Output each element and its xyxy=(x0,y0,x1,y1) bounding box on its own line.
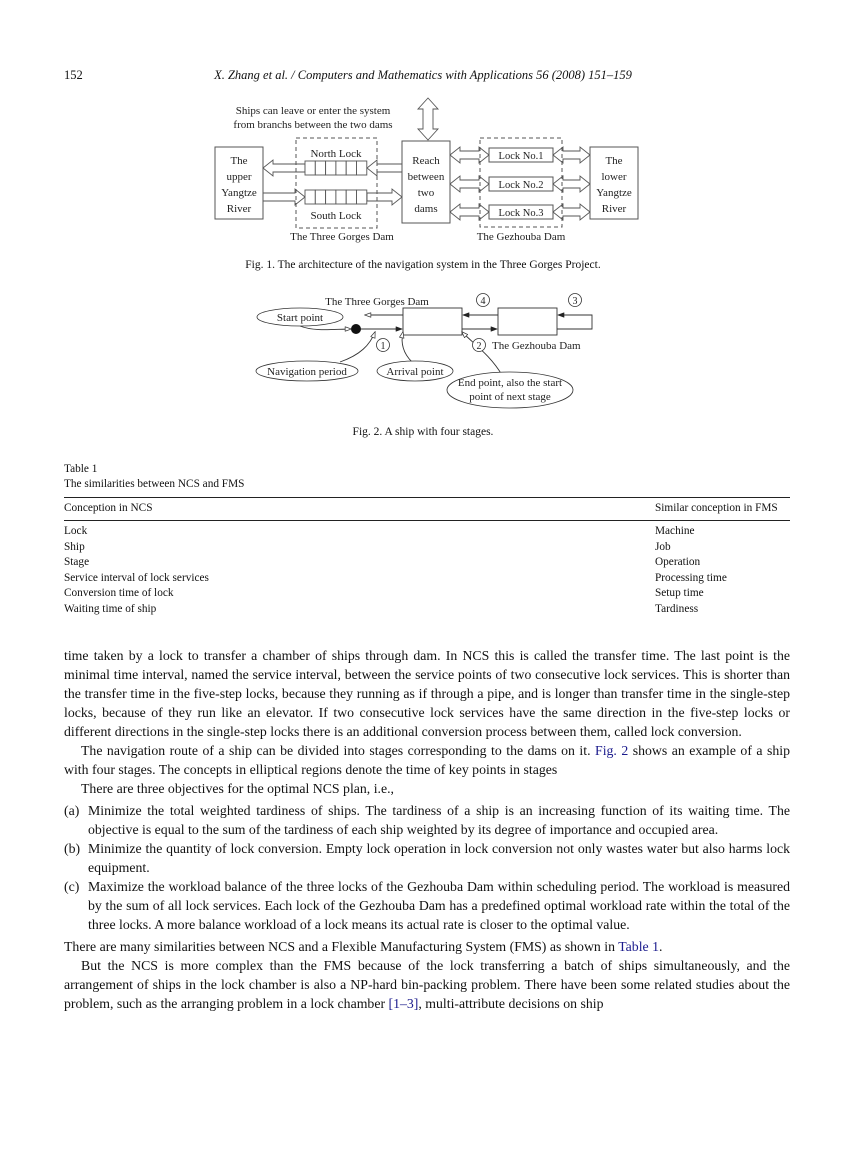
north-lock-label: North Lock xyxy=(310,148,362,160)
north-lock-chamber-cell xyxy=(357,161,367,175)
table-cell: Operation xyxy=(655,556,701,569)
reach-label: Reach xyxy=(412,155,440,167)
list-item-text: Minimize the total weighted tardiness of ships. The tardiness of a ship is an increasing function of its waiting time. The objective is equal to the sum of the tardiness of each ship weighted by its degree of importance and occupied area. xyxy=(88,803,790,837)
south-lock-chamber-cell xyxy=(326,190,336,204)
ship-position-dot xyxy=(351,324,361,334)
paragraph: But the NCS is more complex than the FMS because of the lock transferring a batch of ships simultaneously, and the arrangement of ships in the lock chamber is also a NP-hard bin-packing problem. There have been some related studies about the problem, such as the arranging problem in a lock chamber [1–3], multi-attribute decisions on ship xyxy=(64,958,790,1011)
stage-number: 2 xyxy=(476,341,482,352)
lower-river-label: Yangtze xyxy=(596,187,632,199)
paragraph: There are three objectives for the optimal NCS plan, i.e., xyxy=(81,781,395,796)
table-row xyxy=(64,540,790,556)
table-cell: Lock xyxy=(64,525,88,538)
table-row xyxy=(64,602,790,618)
lower-river-label: River xyxy=(601,203,627,215)
lower-river-label: The xyxy=(605,155,623,167)
upper-river-label: upper xyxy=(226,171,252,183)
double-arrow-icon xyxy=(553,204,590,220)
south-lock-chamber-cell xyxy=(357,190,367,204)
list-item-text: Minimize the quantity of lock conversion. Empty lock operation in lock conversion not only wastes water but also harms lock equipment. xyxy=(88,841,790,875)
table-1 xyxy=(64,462,790,617)
list-item xyxy=(64,877,790,934)
table-cell: Setup time xyxy=(655,587,704,600)
upper-river-label: Yangtze xyxy=(221,187,257,199)
figure-1-diagram xyxy=(210,95,640,245)
double-arrow-icon xyxy=(553,147,590,163)
gezhouba-stage-box xyxy=(498,308,557,335)
table-row xyxy=(64,586,790,602)
double-arrow-icon xyxy=(450,176,489,192)
end-point-label: End point, also the start xyxy=(457,377,563,389)
lock-2-label: Lock No.2 xyxy=(498,180,544,191)
start-point-label: Start point xyxy=(276,312,324,324)
table-header: Similar conception in FMS xyxy=(655,501,778,514)
list-item-text: Maximize the workload balance of the three locks of the Gezhouba Dam within scheduling period. The workload is measured by the sum of all lock services. Each lock of the Gezhouba Dam has a predefined optimal workload rate within the total of the three locks. A more balance workload of a lock means its actual rate is closer to the optimal value. xyxy=(88,879,790,932)
table-cell: Machine xyxy=(655,525,695,538)
running-title: X. Zhang et al. / Computers and Mathematics with Applications 56 (2008) 151–159 xyxy=(214,68,632,82)
table-cell: Tardiness xyxy=(655,602,699,615)
south-lock-chamber-cell xyxy=(336,190,346,204)
arrow-icon xyxy=(263,189,305,205)
double-arrow-icon xyxy=(418,98,438,140)
stage-number: 3 xyxy=(572,296,578,307)
reference-link[interactable]: [1–3] xyxy=(388,996,419,1011)
figure-1-caption: Fig. 1. The architecture of the navigation system in the Three Gorges Project. xyxy=(245,259,601,271)
double-arrow-icon xyxy=(450,204,489,220)
list-item xyxy=(64,801,790,839)
table-title: The similarities between NCS and FMS xyxy=(64,478,245,491)
upper-river-label: River xyxy=(226,203,252,215)
arrow-icon xyxy=(367,189,402,205)
south-lock-label: South Lock xyxy=(310,210,362,222)
table-header: Conception in NCS xyxy=(64,501,153,514)
fig1-note: Ships can leave or enter the system xyxy=(235,105,391,117)
end-point-label: point of next stage xyxy=(469,391,551,403)
table-1-link[interactable]: Table 1 xyxy=(618,939,659,954)
paragraph: The navigation route of a ship can be divided into stages corresponding to the dams on it. Fig. 2 shows an example of a ship with four stages. The concepts in elliptical regions denote the time of key points in stages xyxy=(64,743,790,777)
upper-river-label: The xyxy=(230,155,248,167)
list-item-label: (c) xyxy=(64,879,80,894)
double-arrow-icon xyxy=(553,176,590,192)
figure-2-diagram xyxy=(240,285,610,410)
table-cell: Job xyxy=(655,540,671,553)
list-item xyxy=(64,839,790,877)
fig2-gezhouba-label: The Gezhouba Dam xyxy=(492,340,581,352)
arrow-icon xyxy=(367,160,402,176)
table-cell: Processing time xyxy=(655,571,727,584)
paragraph: There are many similarities between NCS and a Flexible Manufacturing System (FMS) as shown in Table 1. xyxy=(64,939,663,954)
north-lock-chamber-cell xyxy=(336,161,346,175)
arrow-icon xyxy=(263,160,305,176)
north-lock-chamber-cell xyxy=(305,161,315,175)
table-row xyxy=(64,571,790,587)
north-lock-chamber-cell xyxy=(346,161,356,175)
paragraph: time taken by a lock to transfer a chamber of ships through dam. In NCS this is called the transfer time. The last point is the minimal time interval, named the service interval, between the service points of two consecutive lock services. This is shorter than the transfer time in the five-step locks, because they running as if through a pipe, and is longer than transfer time in the single-step locks, because of they run like an elevator. If two consecutive lock services have the same direction in the five-step locks or different directions in the single-step locks there is an additional conversion process between them, called lock conversion. xyxy=(64,648,790,739)
list-item-label: (b) xyxy=(64,841,81,856)
figure-2-link[interactable]: Fig. 2 xyxy=(595,743,629,758)
list-item-label: (a) xyxy=(64,803,80,818)
lower-river-label: lower xyxy=(601,171,627,183)
navigation-period-label: Navigation period xyxy=(267,366,347,378)
lock-1-label: Lock No.1 xyxy=(498,151,544,162)
objectives-list xyxy=(64,801,790,934)
fig1-note: from branchs between the two dams xyxy=(233,119,393,131)
three-gorges-dam-label: The Three Gorges Dam xyxy=(290,231,394,243)
north-lock-chamber-cell xyxy=(315,161,325,175)
table-row xyxy=(64,524,790,540)
reach-label: dams xyxy=(414,203,438,215)
south-lock-chamber-cell xyxy=(346,190,356,204)
table-row xyxy=(64,555,790,571)
page-number: 152 xyxy=(64,68,83,82)
body-text xyxy=(64,646,790,1013)
fig2-three-gorges-label: The Three Gorges Dam xyxy=(325,296,429,308)
table-cell: Service interval of lock services xyxy=(64,571,209,584)
gezhouba-dam-label: The Gezhouba Dam xyxy=(476,231,566,243)
south-lock-chamber-cell xyxy=(305,190,315,204)
table-cell: Waiting time of ship xyxy=(64,602,157,615)
figure-2-caption: Fig. 2. A ship with four stages. xyxy=(352,426,494,438)
three-gorges-stage-box xyxy=(403,308,462,335)
stage-number: 4 xyxy=(480,296,486,307)
lock-3-label: Lock No.3 xyxy=(498,208,544,219)
table-label: Table 1 xyxy=(64,463,98,475)
table-header-row xyxy=(64,498,790,521)
north-lock-chamber-cell xyxy=(326,161,336,175)
table-cell: Ship xyxy=(64,540,85,553)
stage-number: 1 xyxy=(380,341,386,352)
south-lock-chamber-cell xyxy=(315,190,325,204)
arrival-point-label: Arrival point xyxy=(386,366,444,378)
double-arrow-icon xyxy=(450,147,489,163)
reach-label: two xyxy=(417,187,435,199)
table-cell: Stage xyxy=(64,556,90,569)
table-cell: Conversion time of lock xyxy=(64,587,174,600)
reach-label: between xyxy=(407,171,445,183)
